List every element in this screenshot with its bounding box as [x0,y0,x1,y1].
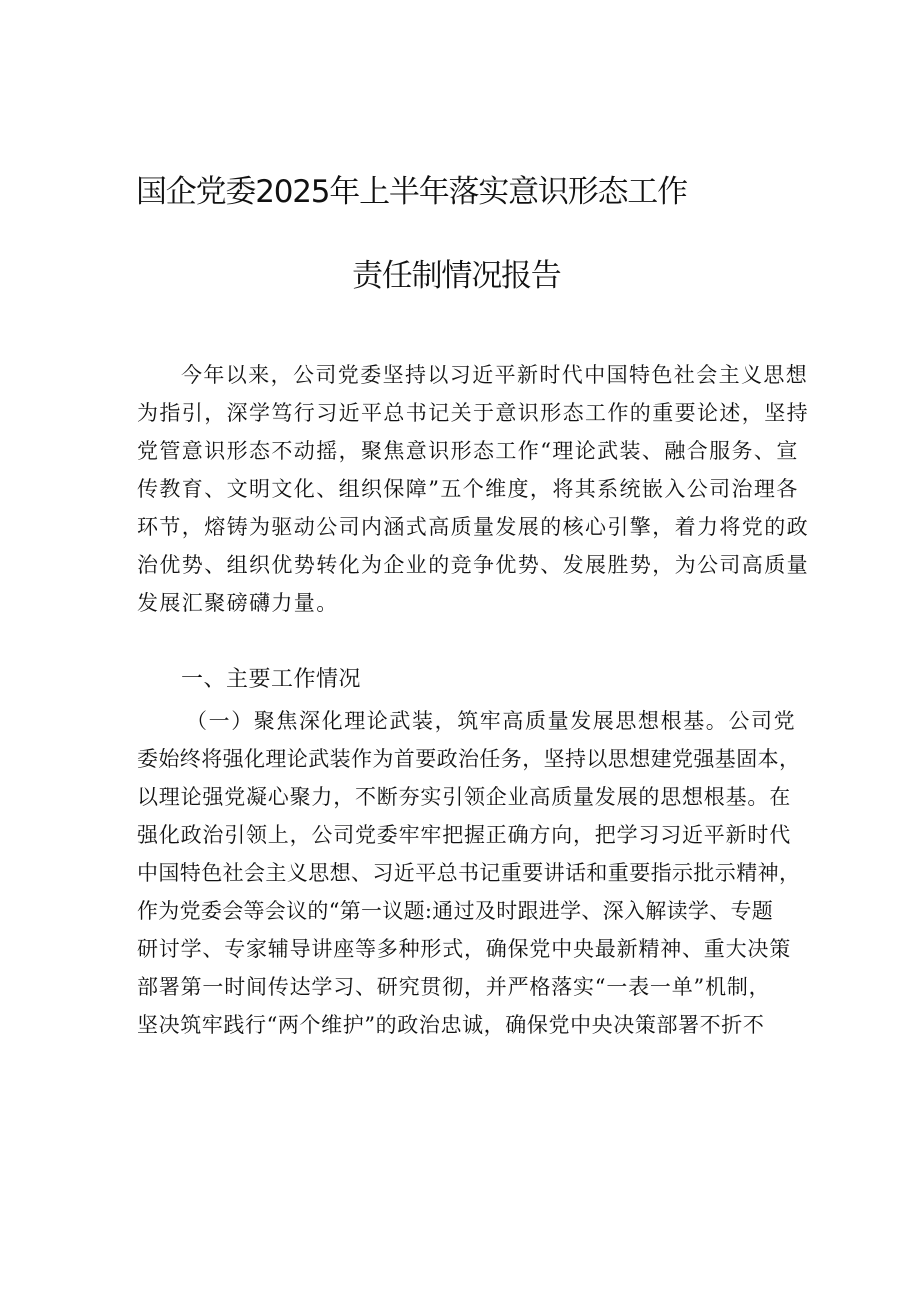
intro-paragraph-line: 党管意识形态不动摇，聚焦意识形态工作“理论武装、融合服务、宣 [137,439,799,463]
section-paragraph-line: 作为党委会等会议的“第一议题:通过及时跟进学、深入解读学、专题 [137,899,774,923]
intro-paragraph-line: 为指引，深学笃行习近平总书记关于意识形态工作的重要论述，坚持 [137,401,809,425]
intro-paragraph-line: 传教育、文明文化、组织保障”五个维度，将其系统嵌入公司治理各 [137,477,799,501]
intro-paragraph-line: 环节，熔铸为驱动公司内涵式高质量发展的核心引擎，着力将党的政 [137,515,809,539]
intro-paragraph-line: 发展汇聚磅礴力量。 [137,591,339,615]
section-paragraph-line: 强化政治引领上，公司党委牢牢把握正确方向，把学习习近平新时代 [137,823,791,847]
section-paragraph-line: 研讨学、专家辅导讲座等多种形式，确保党中央最新精神、重大决策 [137,937,791,961]
section-paragraph-line: 委始终将强化理论武装作为首要政治任务，坚持以思想建党强基固本， [137,747,801,771]
intro-paragraph-line: 今年以来，公司党委坚持以习近平新时代中国特色社会主义思想 [181,363,809,387]
section-paragraph-line: 中国特色社会主义思想、习近平总书记重要讲话和重要指示批示精神， [137,861,801,885]
section-paragraph-line: 以理论强党凝心聚力，不断夯实引领企业高质量发展的思想根基。在 [137,785,791,809]
section-paragraph-line: 部署第一时间传达学习、研究贯彻，并严格落实“一表一单”机制， [137,975,771,999]
section-paragraph-line: （一）聚焦深化理论武装，筑牢高质量发展思想根基。公司党 [186,709,797,733]
section-heading: 一、主要工作情况 [181,667,362,692]
document-title-line-1: 国企党委2025年上半年落实意识形态工作 [136,174,687,210]
intro-paragraph-line: 治优势、组织优势转化为企业的竞争优势、发展胜势，为公司高质量 [137,553,809,577]
document-title-line-2: 责任制情况报告 [352,258,561,294]
section-paragraph-line: 坚决筑牢践行“两个维护”的政治忠诚，确保党中央决策部署不折不 [137,1013,765,1037]
